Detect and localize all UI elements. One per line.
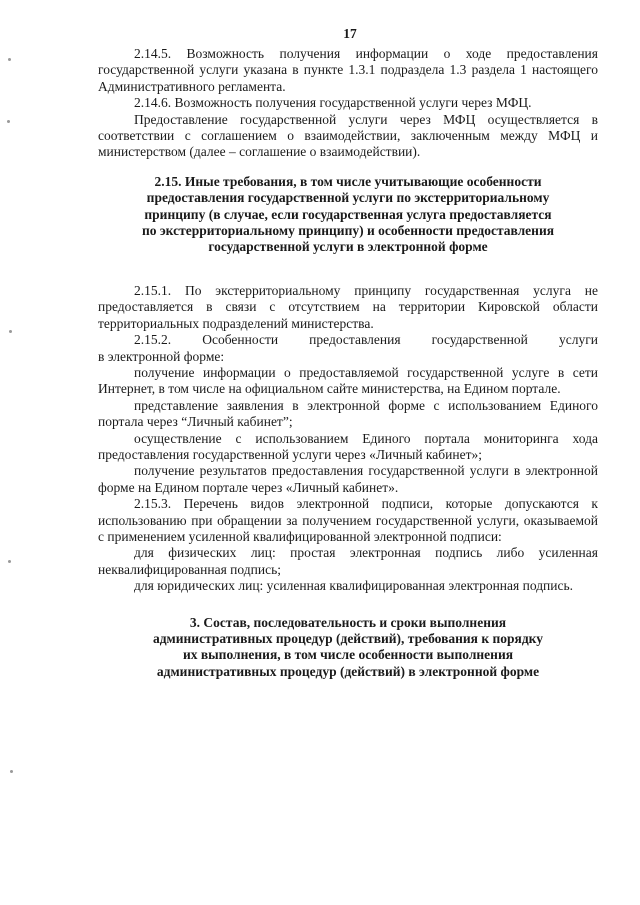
paragraph-2-15-1: 2.15.1. По экстерриториальному принципу государственная услуга не предоставляется в связи с отсутствием на территории Кировской области территориальных подразделений министерства. [98,282,598,331]
heading-line: предоставления государственной услуги по экстерриториальному [146,190,550,206]
heading-line: государственной услуги в электронной форме [208,239,488,255]
list-item-info: получение информации о предоставляемой государственной услуге в сети Интернет, в том числе на официальном сайте министерства, на Едином портале. [98,364,598,397]
list-item-application: представление заявления в электронной форме с использованием Единого портала через “Личный кабинет”; [98,397,598,430]
heading-line: административных процедур (действий), требования к порядку [152,631,544,646]
page-number: 17 [343,26,357,41]
paragraph-2-14-6: 2.14.6. Возможность получения государственной услуги через МФЦ. [134,95,532,111]
heading-section-2-15 [98,174,598,256]
paragraph-2-15-2-line2: в электронной форме: [98,348,225,364]
heading-section-3 [98,615,598,681]
paragraph-mfc-agreement: Предоставление государственной услуги через МФЦ осуществляется в соответствии с соглашением о взаимодействии, заключенным между МФЦ и министерством (далее – соглашение о взаимодействии). [98,111,598,160]
heading-line: по экстерриториальному принципу) и особенности предоставления [141,223,555,239]
document-page [98,26,598,680]
paragraph-2-15-3: 2.15.3. Перечень видов электронной подписи, которые допускаются к использованию при обращении за получением государственной услуги, оказываемой с применением усиленной квалифицированной электронной подписи: [98,496,598,544]
list-item-legal-entities: для юридических лиц: усиленная квалифицированная электронная подпись. [134,578,574,594]
heading-line: принципу (в случае, если государственная услуга предоставляется [144,206,552,222]
list-item-results: получение результатов предоставления государственной услуги в электронной форме на Едином портале через «Личный кабинет». [98,463,598,495]
scan-speck [10,770,13,773]
list-item-monitoring: осуществление с использованием Единого портала мониторинга хода предоставления государственной услуги через «Личный кабинет»; [98,430,598,462]
heading-line: 2.15. Иные требования, в том числе учитывающие особенности [154,173,542,189]
heading-line: 3. Состав, последовательность и сроки выполнения [189,614,507,630]
heading-line: их выполнения, в том числе особенности выполнения [182,647,514,663]
scan-speck [9,330,12,333]
list-item-individuals: для физических лиц: простая электронная подпись либо усиленная неквалифицированная подпись; [98,545,598,577]
scan-speck [7,120,10,123]
scan-speck [8,560,11,563]
scan-speck [8,58,11,61]
heading-line: административных процедур (действий) в электронной форме [156,663,540,679]
paragraph-2-14-5: 2.14.5. Возможность получения информации о ходе предоставления государственной услуги указана в пункте 1.3.1 подраздела 1.3 раздела 1 настоящего Административного регламента. [98,46,598,94]
paragraph-2-15-2-line1: 2.15.2. Особенности предоставления государственной услуги [134,332,598,348]
